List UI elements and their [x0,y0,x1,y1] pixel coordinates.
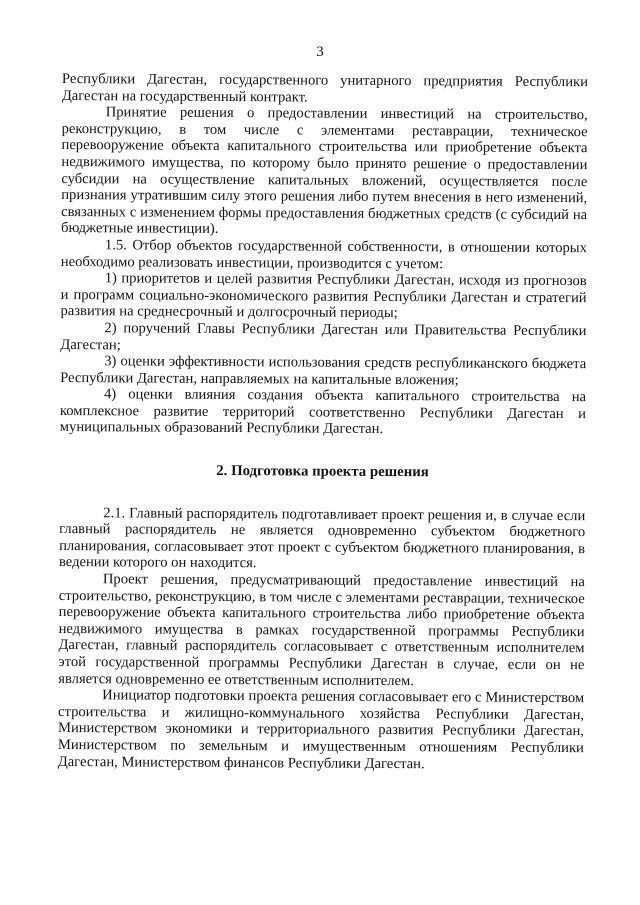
paragraph-top-1: Принятие решения о предоставлении инвестиций на строительство, реконструкцию, в том числе с элементами реставрации, техническое перевооружение объекта капитального строительства или приобретение объекта недвижимого имущества, по которому было принято решение о предоставлении субсидии на осуществление капитальных вложений, осуществляется после признания утратившим силу этого решения либо путем внесения в него изменений, связанных с изменением формы предоставления бюджетных средств (с субсидий на бюджетные инвестиции). [60,104,588,238]
list-item-3: 3) оценки эффективности использования средств республиканского бюджета Республики Дагестан, направляемых на капитальные вложения; [60,353,587,389]
list-item-2: 2) поручений Главы Республики Дагестан или Правительства Республики Дагестан; [60,320,587,353]
section-heading: 2. Подготовка проекта решения [216,463,429,481]
paragraph-top-2: 1.5. Отбор объектов государственной собственности, в отношении которых необходимо реализовать инвестиции, производится с учетом: [60,237,587,272]
paragraph-top-0: Республики Дагестан, государственного унитарного предприятия Республики Дагестан на государственный контракт. [61,71,588,106]
document-body [58,71,588,773]
paragraph-bottom-2: Инициатор подготовки проекта решения согласовывает его с Министерством строительства и жилищно-коммунального хозяйства Республики Дагестан, Министерством экономики и территориального развития Республики Дагестан, Министерством по земельным и имущественным отношениям Республики Дагестан, Министерством финансов Республики Дагестан. [57,687,585,772]
paragraph-bottom-0: 2.1. Главный распорядитель подготавливает проект решения и, в случае если главный распорядитель не является одновременно субъектом бюджетного планирования, согласовывает этот проект с субъектом бюджетного планирования, в ведении которого он находится. [58,504,586,572]
list-item-1: 1) приоритетов и целей развития Республики Дагестан, исходя из прогнозов и программ социально-экономического развития Республики Дагестан и стратегий развития на среднесрочный и долгосрочный периоды; [60,270,587,322]
page-number: 3 [316,44,324,60]
list-item-4: 4) оценки влияния создания объекта капитального строительства на комплексное развитие территорий соответственно Республики Дагестан и муниципальных образований Республики Дагестан. [59,386,587,438]
paragraph-bottom-1: Проект решения, предусматривающий предоставление инвестиций на строительство, реконструкцию, в том числе с элементами реставрации, техническое перевооружение объекта капитального строительства либо приобретение объекта недвижимого имущества в рамках государственной программы Республики Дагестан, главный распорядитель согласовывает с ответственным исполнителем этой государственной программы Республики Дагестан в случае, если он не является одновременно ее ответственным исполнителем. [58,571,585,689]
